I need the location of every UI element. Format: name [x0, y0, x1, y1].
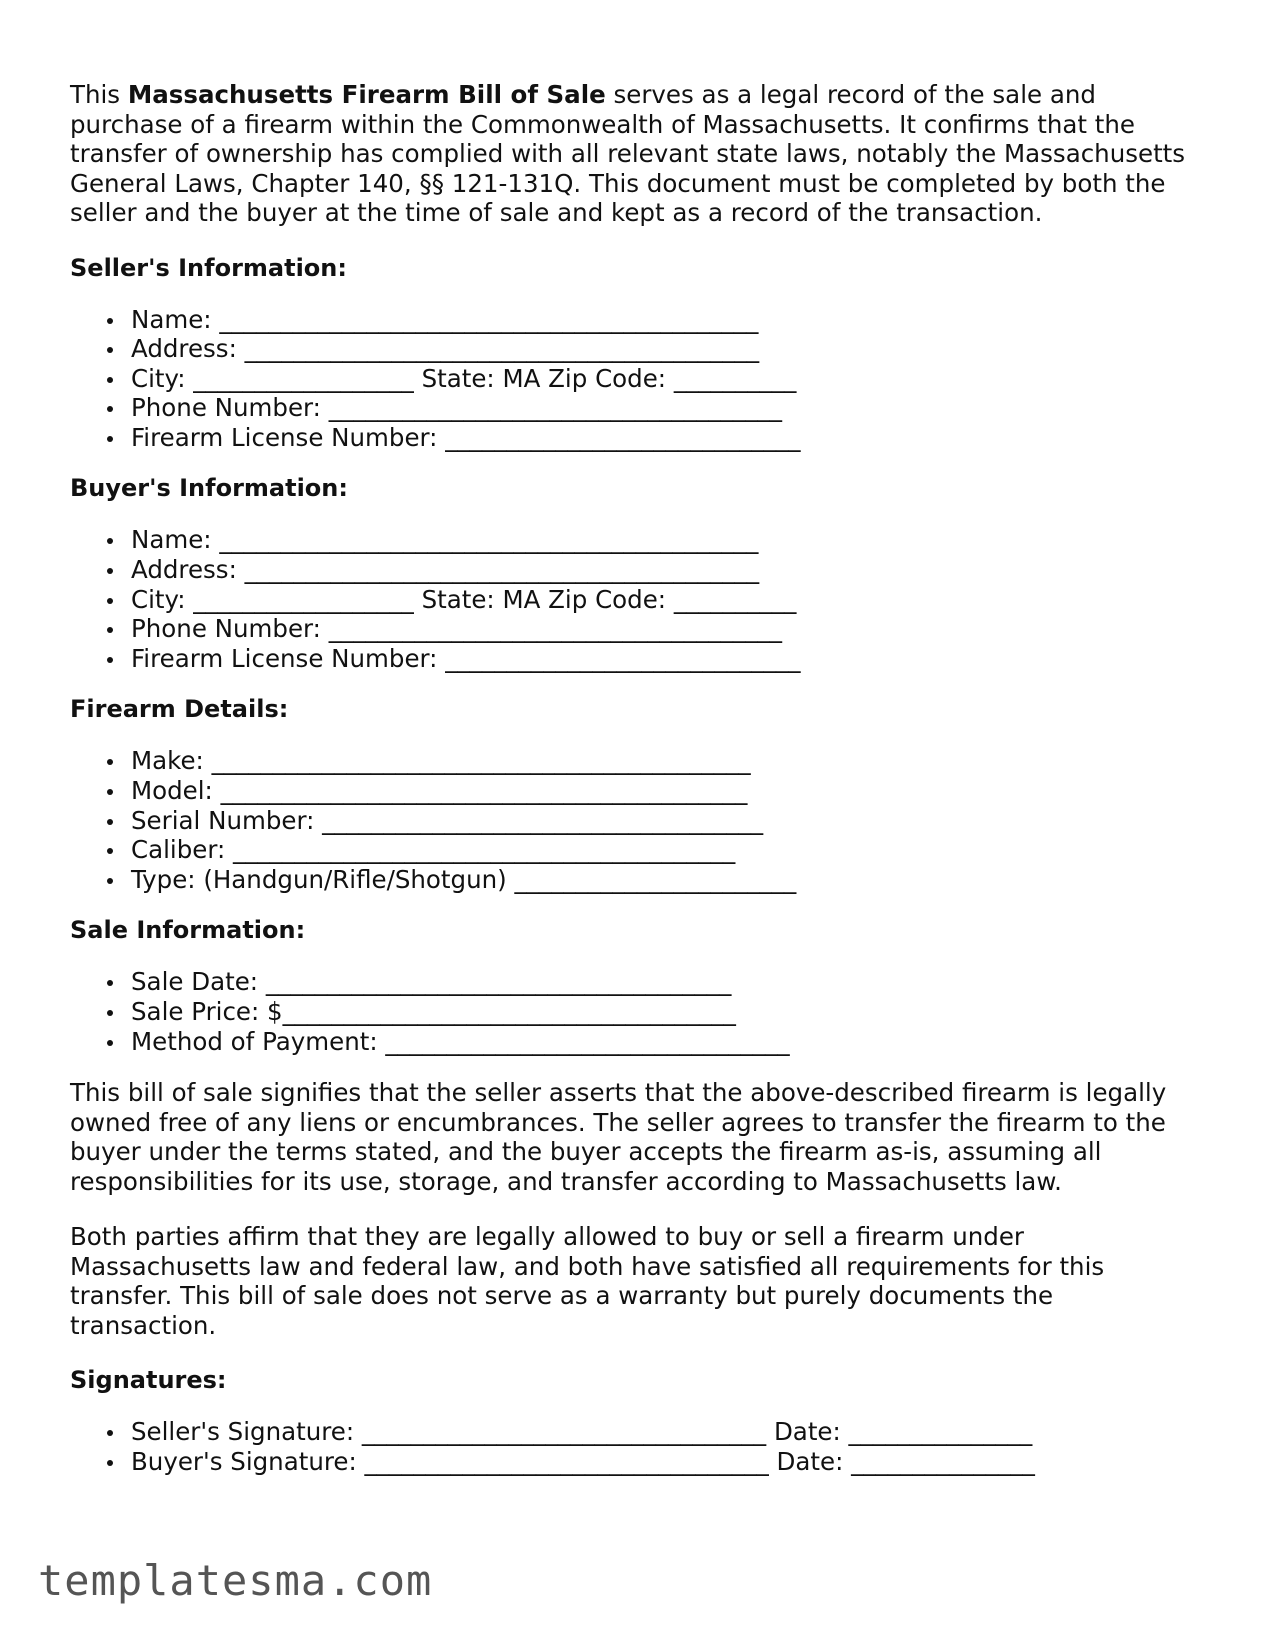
signatures-heading: Signatures: — [70, 1366, 227, 1395]
sale-price-field[interactable]: Sale Price: $_____________________________________ — [131, 997, 1200, 1027]
seller-fields — [70, 305, 1200, 453]
buyer-phone-field[interactable]: Phone Number: _____________________________________ — [131, 614, 1200, 644]
seller-heading: Seller's Information: — [70, 253, 347, 282]
firearm-type-field[interactable]: Type: (Handgun/Rifle/Shotgun) _______________________ — [131, 865, 1200, 895]
buyer-fields — [70, 525, 1200, 673]
firearm-caliber-field[interactable]: Caliber: _________________________________________ — [131, 835, 1200, 865]
seller-name-field[interactable]: Name: ____________________________________________ — [131, 305, 1200, 335]
buyer-address-field[interactable]: Address: __________________________________________ — [131, 555, 1200, 585]
signature-fields — [70, 1417, 1200, 1476]
sale-date-field[interactable]: Sale Date: ______________________________________ — [131, 967, 1200, 997]
sale-fields — [70, 967, 1200, 1056]
firearm-model-field[interactable]: Model: ___________________________________________ — [131, 776, 1200, 806]
intro-paragraph — [70, 80, 1200, 228]
intro-prefix: This — [70, 80, 128, 109]
seller-address-field[interactable]: Address: __________________________________________ — [131, 334, 1200, 364]
firearm-fields — [70, 746, 1200, 894]
seller-license-field[interactable]: Firearm License Number: _____________________________ — [131, 423, 1200, 453]
document-page — [70, 80, 1200, 1498]
seller-signature-field[interactable]: Seller's Signature: _________________________________ Date: _______________ — [131, 1417, 1200, 1447]
firearm-make-field[interactable]: Make: ____________________________________________ — [131, 746, 1200, 776]
terms-paragraph: This bill of sale signifies that the seller asserts that the above-described firearm is legally owned free of any liens or encumbrances. The seller agrees to transfer the firearm to the buyer under the terms stated, and the buyer accepts the firearm as-is, assuming all responsibilities for its use, storage, and transfer according to Massachusetts law. — [70, 1078, 1167, 1196]
payment-method-field[interactable]: Method of Payment: _________________________________ — [131, 1027, 1200, 1057]
affirmation-paragraph: Both parties affirm that they are legally allowed to buy or sell a firearm under Massachusetts law and federal law, and both have satisfied all requirements for this transfer. This bill of sale does not serve as a warranty but purely documents the transaction. — [70, 1222, 1105, 1340]
firearm-heading: Firearm Details: — [70, 695, 289, 724]
buyer-license-field[interactable]: Firearm License Number: _____________________________ — [131, 644, 1200, 674]
intro-text: serves as a legal record of the sale and purchase of a firearm within the Commonwealth of Massachusetts. It confirms that the transfer of ownership has complied with all relevant state laws, notably the Massachusetts General Laws, Chapter 140, §§ 121-131Q. This document must be completed by both the seller and the buyer at the time of sale and kept as a record of the transaction. — [70, 80, 1186, 227]
buyer-signature-field[interactable]: Buyer's Signature: _________________________________ Date: _______________ — [131, 1447, 1200, 1477]
firearm-serial-field[interactable]: Serial Number: ____________________________________ — [131, 806, 1200, 836]
buyer-name-field[interactable]: Name: ____________________________________________ — [131, 525, 1200, 555]
buyer-heading: Buyer's Information: — [70, 474, 348, 503]
seller-city-field[interactable]: City: __________________ State: MA Zip Code: __________ — [131, 364, 1200, 394]
seller-phone-field[interactable]: Phone Number: _____________________________________ — [131, 393, 1200, 423]
buyer-city-field[interactable]: City: __________________ State: MA Zip Code: __________ — [131, 585, 1200, 615]
watermark: templatesma.com — [38, 1556, 433, 1605]
document-title: Massachusetts Firearm Bill of Sale — [127, 80, 606, 109]
sale-heading: Sale Information: — [70, 916, 306, 945]
